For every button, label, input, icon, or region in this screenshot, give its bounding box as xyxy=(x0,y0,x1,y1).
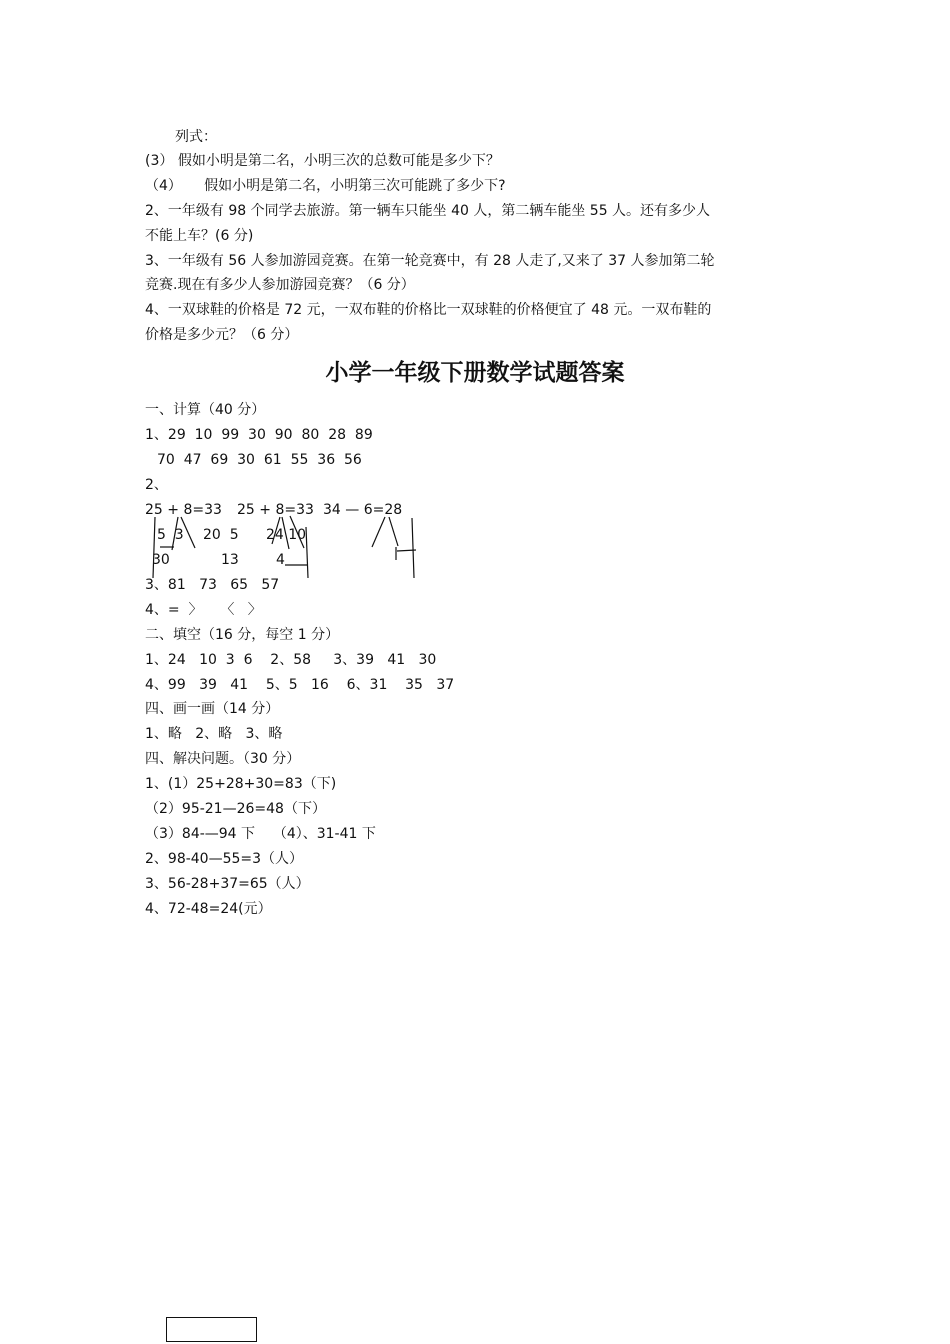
section-2-heading: 二、填空（16 分，每空 1 分） xyxy=(145,627,340,643)
question-4: （4） 假如小明是第二名，小明第三次可能跳了多少下? xyxy=(145,178,506,194)
sum-1: 30 xyxy=(152,552,170,568)
section-4-answer-6: 4、72-48=24(元） xyxy=(145,901,272,917)
problem-3-line-2: 竞赛.现在有多少人参加游园竞赛？（6 分） xyxy=(145,277,415,293)
split-1: 5 3 xyxy=(157,527,184,543)
stroke-3a xyxy=(372,517,385,547)
sum-2: 13 xyxy=(221,552,239,568)
section-2-row-1: 1、24 10 3 6 2、58 3、39 41 30 xyxy=(145,652,437,668)
section-1-row-1: 1、29 10 99 30 90 80 28 89 xyxy=(145,427,373,443)
section-1-q3: 3、81 73 65 57 xyxy=(145,577,280,593)
sum-3: 4 xyxy=(276,552,285,568)
section-4-answer-3: （3）84-—94 下 （4）、31-41 下 xyxy=(145,826,376,842)
equation-1: 25 + 8=33 xyxy=(145,502,222,518)
section-4-answer-1: 1、(1）25+28+30=83（下) xyxy=(145,776,337,792)
section-4-answer-4: 2、98-40—55=3（人） xyxy=(145,851,304,867)
section-4-answer-2: （2）95-21—26=48（下） xyxy=(145,801,326,817)
section-3-row-1: 1、略 2、略 3、略 xyxy=(145,726,283,742)
question-3: (3） 假如小明是第二名，小明三次的总数可能是多少下？ xyxy=(145,153,500,169)
stroke-2c xyxy=(290,516,304,548)
stroke-3e xyxy=(412,518,414,578)
section-1-row-2: 70 47 69 30 61 55 36 56 xyxy=(157,452,362,468)
problem-4-line-2: 价格是多少元？（6 分） xyxy=(145,327,299,343)
section-1-q2: 2、 xyxy=(145,477,168,493)
section-1-q4: 4、= 〉 〈 〉 xyxy=(145,602,262,618)
split-2: 20 5 xyxy=(203,527,239,543)
stroke-2b xyxy=(282,517,289,549)
section-2-row-2: 4、99 39 41 5、5 16 6、31 35 37 xyxy=(145,677,455,693)
page-footer-box xyxy=(166,1317,257,1342)
problem-3-line-1: 3、一年级有 56 人参加游园竞赛。在第一轮竞赛中，有 28 人走了,又来了 37 人参加第二轮 xyxy=(145,253,715,269)
stroke-1c xyxy=(181,517,195,548)
answer-title: 小学一年级下册数学试题答案 xyxy=(325,360,625,386)
section-3-heading: 四、画一画（14 分） xyxy=(145,701,280,717)
formula-label: 列式： xyxy=(175,129,217,145)
section-1-heading: 一、计算（40 分） xyxy=(145,402,266,418)
stroke-3b xyxy=(389,517,398,546)
section-4-heading: 四、解决问题。（30 分） xyxy=(145,751,301,767)
section-4-answer-5: 3、56-28+37=65（人） xyxy=(145,876,310,892)
stroke-1b xyxy=(172,517,178,550)
equation-2: 25 + 8=33 xyxy=(237,502,314,518)
equation-3: 34 — 6=28 xyxy=(323,502,403,518)
stroke-2e xyxy=(306,527,308,578)
problem-4-line-1: 4、一双球鞋的价格是 72 元，一双布鞋的价格比一双球鞋的价格便宜了 48 元。一双布鞋的 xyxy=(145,302,712,318)
stroke-2a xyxy=(272,517,280,544)
problem-2-line-2: 不能上车？(6 分) xyxy=(145,228,254,244)
split-3: 24 10 xyxy=(266,527,307,543)
problem-2-line-1: 2、一年级有 98 个同学去旅游。第一辆车只能坐 40 人，第二辆车能坐 55 人。还有多少人 xyxy=(145,203,711,219)
stroke-1a xyxy=(153,517,155,578)
